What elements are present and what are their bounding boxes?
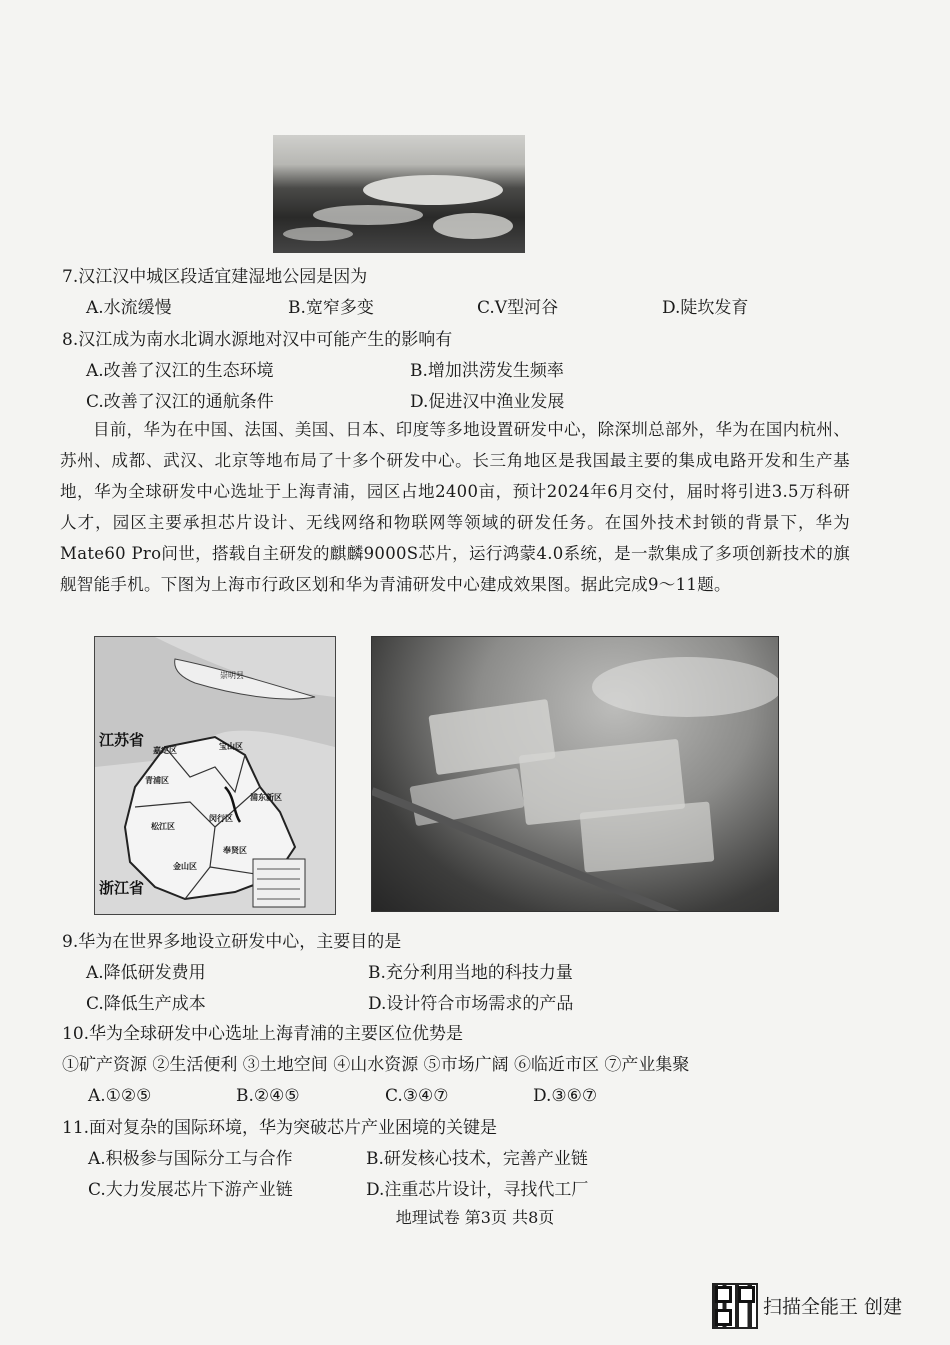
shanghai-district-map — [94, 636, 336, 915]
q9-option-d[interactable]: D.设计符合市场需求的产品 — [368, 994, 574, 1014]
q10-option-b[interactable]: B.②④⑤ — [236, 1086, 300, 1106]
q7-stem: 7.汉江汉中城区段适宜建湿地公园是因为 — [62, 267, 368, 287]
q7-option-d[interactable]: D.陡坎发育 — [662, 298, 749, 318]
river-wetland-photo — [273, 135, 525, 253]
q10-items: ①矿产资源 ②生活便利 ③土地空间 ④山水资源 ⑤市场广阔 ⑥临近市区 ⑦产业集聚 — [62, 1055, 690, 1075]
label-fengxian: 奉贤区 — [223, 846, 247, 855]
label-pudong: 浦东新区 — [250, 793, 282, 802]
scanner-watermark: 扫描全能王 创建 — [763, 1296, 903, 1318]
q10-option-a[interactable]: A.①②⑤ — [88, 1086, 152, 1106]
q11-option-c[interactable]: C.大力发展芯片下游产业链 — [88, 1180, 293, 1200]
reading-passage: 目前，华为在中国、法国、美国、日本、印度等多地设置研发中心，除深圳总部外，华为在国内杭州、苏州、成都、武汉、北京等地布局了十多个研发中心。长三角地区是我国最主要的集成电路开发和生产基地，华为全球研发中心选址于上海青浦，园区占地2400亩，预计2024年6月交付，届时将引进3.5万科研人才，园区主要承担芯片设计、无线网络和物联网等领域的研发任务。在国外技术封锁的背景下，华为Mate60 Pro问世，搭载自主研发的麒麟9000S芯片，运行鸿蒙4.0系统，是一款集成了多项创新技术的旗舰智能手机。下图为上海市行政区划和华为青浦研发中心建成效果图。据此完成9～11题。 — [60, 420, 850, 594]
map-drawing — [95, 637, 335, 914]
label-jiading: 嘉定区 — [153, 746, 177, 755]
q7-option-b[interactable]: B.宽窄多变 — [288, 298, 374, 318]
q7-option-a[interactable]: A.水流缓慢 — [86, 298, 172, 318]
label-minhang: 闵行区 — [209, 814, 233, 823]
q8-option-b[interactable]: B.增加洪涝发生频率 — [410, 361, 564, 381]
q8-option-a[interactable]: A.改善了汉江的生态环境 — [86, 361, 274, 381]
label-jiangsu: 江苏省 — [99, 731, 145, 749]
q11-option-a[interactable]: A.积极参与国际分工与合作 — [88, 1149, 293, 1169]
q9-option-a[interactable]: A.降低研发费用 — [86, 963, 206, 983]
q9-option-c[interactable]: C.降低生产成本 — [86, 994, 206, 1014]
q10-stem: 10.华为全球研发中心选址上海青浦的主要区位优势是 — [62, 1024, 464, 1044]
q11-option-d[interactable]: D.注重芯片设计，寻找代工厂 — [366, 1180, 589, 1200]
q9-stem: 9.华为在世界多地设立研发中心，主要目的是 — [62, 932, 402, 952]
q7-option-c[interactable]: C.V型河谷 — [477, 298, 559, 318]
label-baoshan: 宝山区 — [219, 742, 243, 751]
q8-option-d[interactable]: D.促进汉中渔业发展 — [410, 392, 565, 412]
page-footer: 地理试卷 第3页 共8页 — [395, 1208, 555, 1227]
label-chongming: 崇明县 — [220, 671, 244, 680]
q10-option-d[interactable]: D.③⑥⑦ — [533, 1086, 598, 1106]
label-zhejiang: 浙江省 — [99, 879, 145, 897]
q11-stem: 11.面对复杂的国际环境，华为突破芯片产业困境的关键是 — [62, 1118, 498, 1138]
q9-option-b[interactable]: B.充分利用当地的科技力量 — [368, 963, 573, 983]
lake-area — [592, 657, 779, 717]
label-qingpu: 青浦区 — [145, 776, 169, 785]
label-jinshan: 金山区 — [173, 862, 197, 871]
q10-option-c[interactable]: C.③④⑦ — [385, 1086, 449, 1106]
q8-stem: 8.汉江成为南水北调水源地对汉中可能产生的影响有 — [62, 330, 453, 350]
huawei-qingpu-rd-center-rendering — [371, 636, 779, 912]
q8-option-c[interactable]: C.改善了汉江的通航条件 — [86, 392, 274, 412]
q11-option-b[interactable]: B.研发核心技术，完善产业链 — [366, 1149, 588, 1169]
label-songjiang: 松江区 — [151, 822, 175, 831]
qr-code-icon — [712, 1283, 758, 1329]
